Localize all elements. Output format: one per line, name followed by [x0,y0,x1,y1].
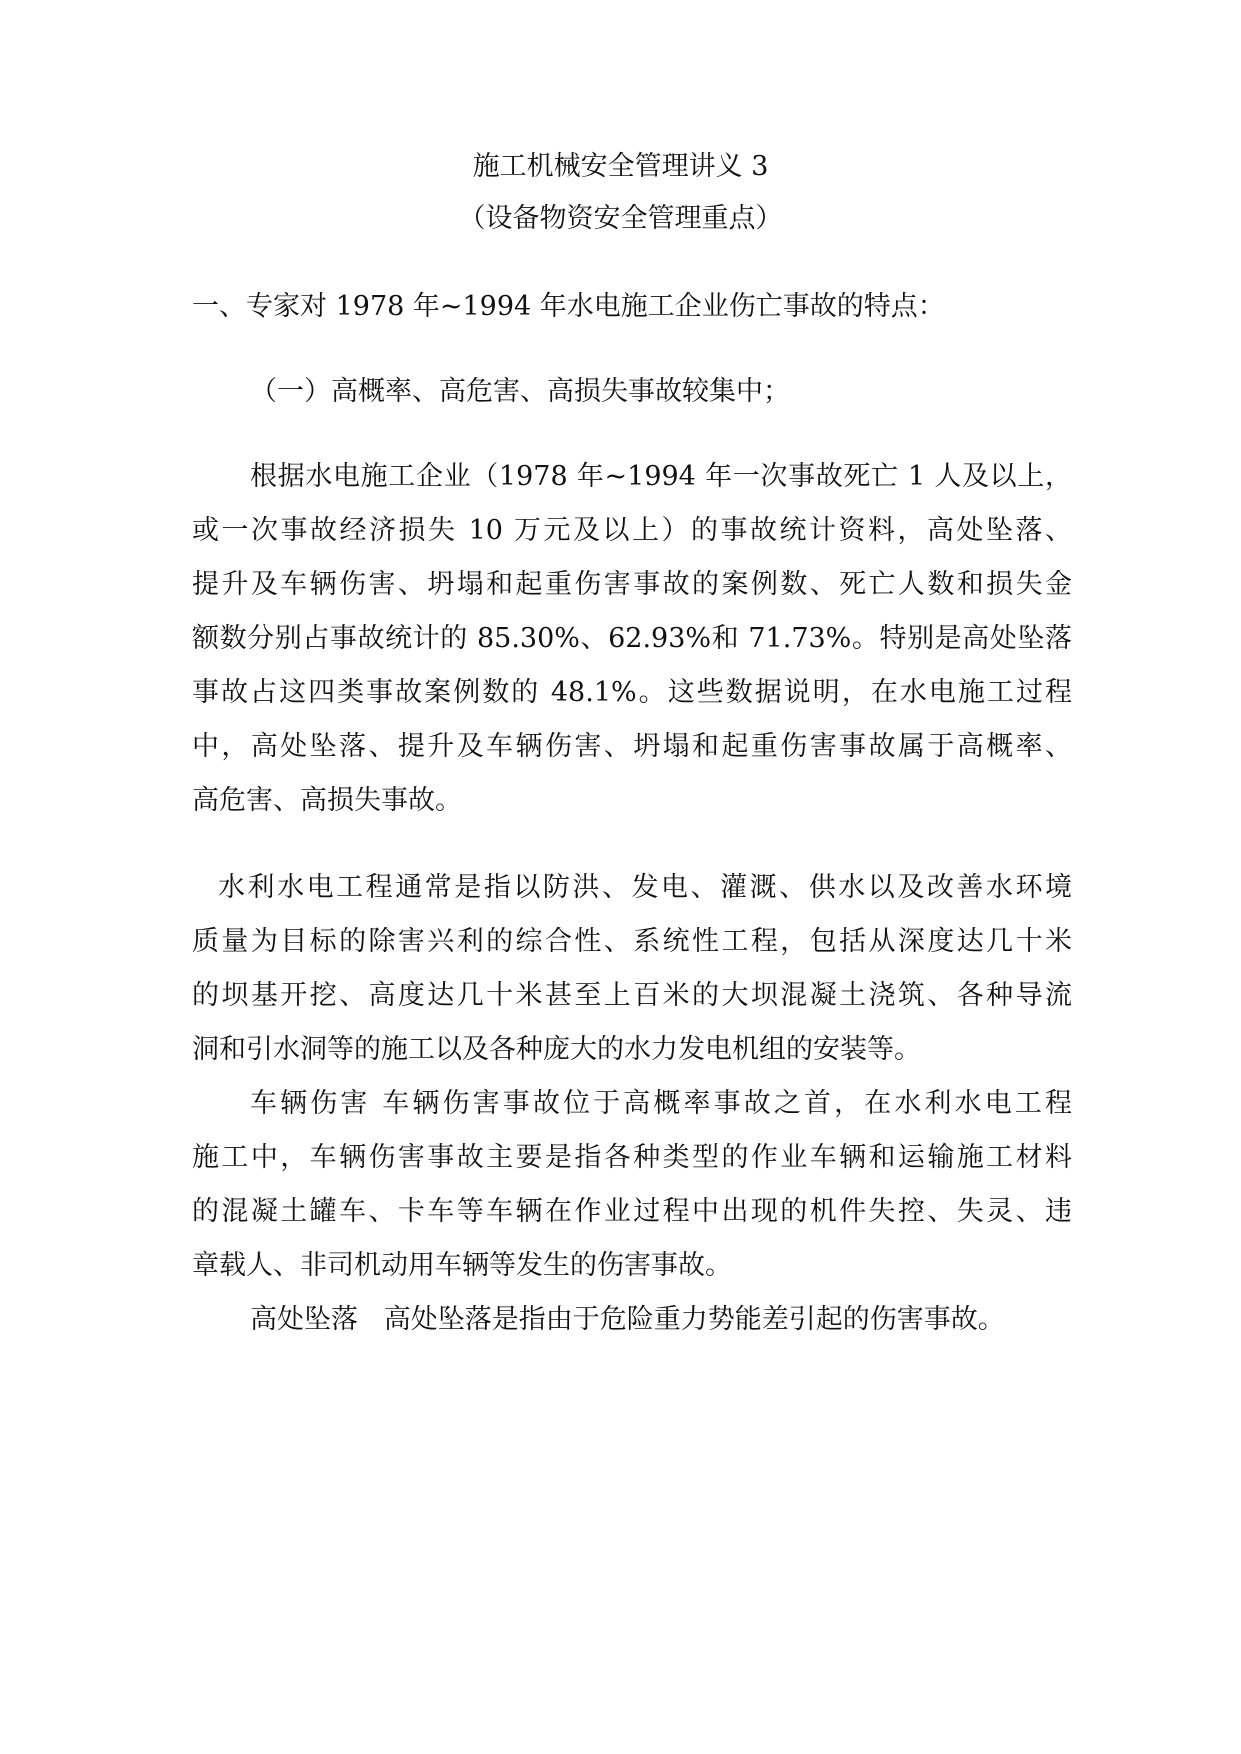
paragraph-line: 的混凝土罐车、卡车等车辆在作业过程中出现的机件失控、失灵、违 [192,1196,1072,1227]
paragraph-line: 事故占这四类事故案例数的 48.1%。这些数据说明，在水电施工过程 [192,677,1072,708]
paragraph-line: 章载人、非司机动用车辆等发生的伤害事故。 [192,1250,732,1281]
paragraph-line: 车辆伤害 车辆伤害事故位于高概率事故之首，在水利水电工程 [250,1088,1072,1119]
paragraph-line: 提升及车辆伤害、坍塌和起重伤害事故的案例数、死亡人数和损失金 [192,569,1072,600]
subsection-heading: （一）高概率、高危害、高损失事故较集中； [250,376,790,407]
section-heading: 一、专家对 1978 年~1994 年水电施工企业伤亡事故的特点： [192,291,945,322]
paragraph-line: 额数分别占事故统计的 85.30%、62.93%和 71.73%。特别是高处坠落 [192,623,1072,654]
paragraph-line: 或一次事故经济损失 10 万元及以上）的事故统计资料，高处坠落、 [192,515,1072,546]
document-title: 施工机械安全管理讲义 3 [472,151,769,182]
paragraph-line: 洞和引水洞等的施工以及各种庞大的水力发电机组的安装等。 [192,1034,921,1065]
document-subtitle: （设备物资安全管理重点） [458,203,783,234]
paragraph-line: 高处坠落 高处坠落是指由于危险重力势能差引起的伤害事故。 [250,1304,1005,1335]
paragraph-line: 水利水电工程通常是指以防洪、发电、灌溉、供水以及改善水环境 [218,872,1072,903]
paragraph-line: 高危害、高损失事故。 [192,785,462,816]
paragraph-line: 中，高处坠落、提升及车辆伤害、坍塌和起重伤害事故属于高概率、 [192,731,1072,762]
paragraph-line: 根据水电施工企业（1978 年~1994 年一次事故死亡 1 人及以上， [250,461,1072,492]
paragraph-line: 的坝基开挖、高度达几十米甚至上百米的大坝混凝土浇筑、各种导流 [192,980,1072,1011]
paragraph-line: 质量为目标的除害兴利的综合性、系统性工程，包括从深度达几十米 [192,926,1072,957]
paragraph-line: 施工中，车辆伤害事故主要是指各种类型的作业车辆和运输施工材料 [192,1142,1072,1173]
